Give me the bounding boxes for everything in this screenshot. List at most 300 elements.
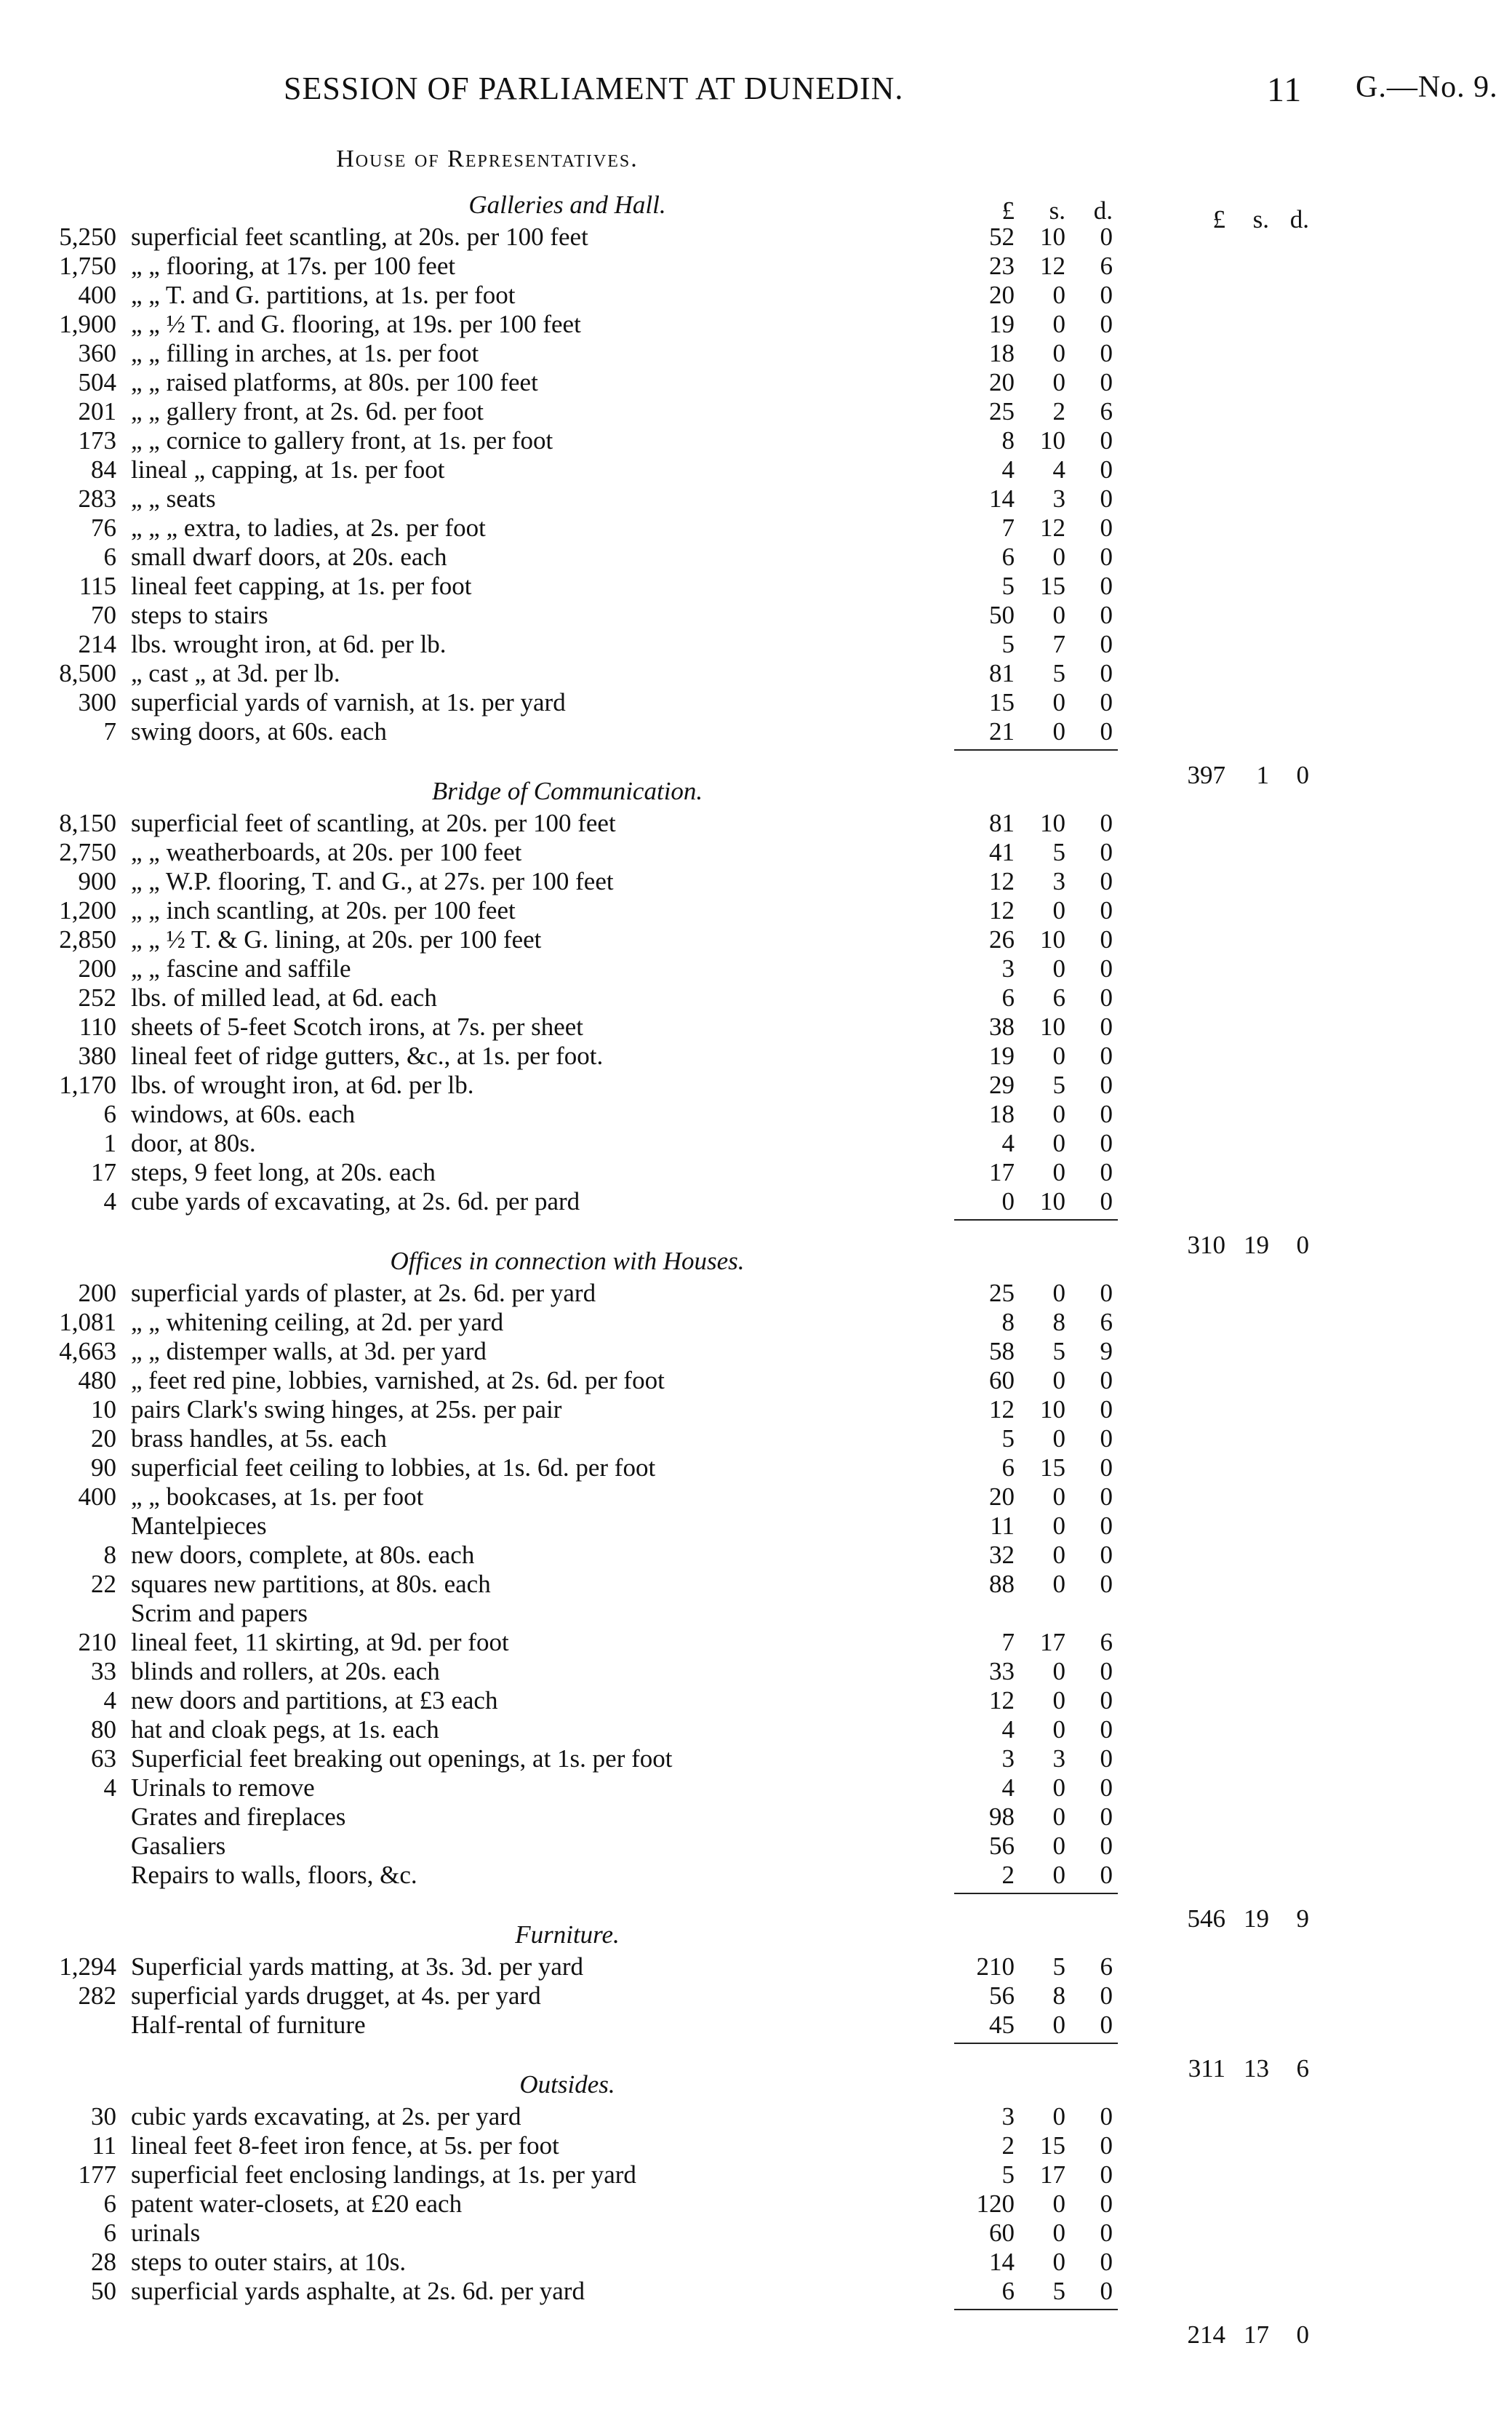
item-pence: 0 (1100, 281, 1113, 309)
total-pence-head: d. (1289, 205, 1309, 233)
item-pence: 0 (1100, 1100, 1113, 1128)
line-item (0, 1042, 1512, 1071)
item-shillings: 0 (1052, 2248, 1065, 2276)
item-quantity: 76 (91, 514, 116, 542)
item-quantity: 1,294 (59, 1952, 116, 1981)
item-shillings: 3 (1052, 867, 1065, 895)
item-description: „ „ W.P. flooring, T. and G., at 27s. per 100 feet (131, 867, 614, 895)
item-pounds: 12 (989, 867, 1015, 895)
item-shillings: 6 (1052, 983, 1065, 1012)
item-description: „ „ bookcases, at 1s. per foot (131, 1482, 424, 1511)
total-pence: 0 (1296, 761, 1309, 789)
item-description: lineal feet, 11 skirting, at 9d. per foot (131, 1628, 509, 1656)
item-pence: 0 (1100, 1541, 1113, 1569)
item-quantity: 400 (78, 1482, 116, 1511)
item-pounds: 38 (989, 1013, 1015, 1041)
item-pounds: 6 (1001, 543, 1015, 571)
item-pounds: 18 (989, 1100, 1015, 1128)
item-description: „ „ ½ T. and G. flooring, at 19s. per 100 feet (131, 310, 581, 338)
item-description: hat and cloak pegs, at 1s. each (131, 1715, 439, 1744)
item-description: „ „ ½ T. & G. lining, at 20s. per 100 feet (131, 925, 542, 954)
item-quantity: 110 (79, 1013, 116, 1041)
total-pence: 0 (1296, 1231, 1309, 1259)
item-pounds: 3 (1001, 2102, 1015, 2131)
item-pence: 0 (1100, 1981, 1113, 2010)
item-pounds: 50 (989, 601, 1015, 629)
item-quantity: 90 (91, 1453, 116, 1482)
section-heading: Offices in connection with Houses. (390, 1247, 745, 1275)
line-item (0, 1541, 1512, 1570)
item-description: „ cast „ at 3d. per lb. (131, 659, 340, 687)
item-quantity: 8,500 (59, 659, 116, 687)
item-pence: 0 (1100, 601, 1113, 629)
line-item (0, 1453, 1512, 1482)
item-description: new doors, complete, at 80s. each (131, 1541, 475, 1569)
item-shillings: 0 (1052, 688, 1065, 716)
item-quantity: 2,750 (59, 838, 116, 866)
line-item (0, 954, 1512, 983)
item-pounds: 11 (990, 1512, 1015, 1540)
item-shillings: 17 (1040, 2160, 1065, 2189)
item-quantity: 30 (91, 2102, 116, 2131)
item-description: lbs. wrought iron, at 6d. per lb. (131, 630, 447, 658)
item-shillings: 4 (1052, 455, 1065, 484)
line-item (0, 543, 1512, 572)
item-description: superficial feet enclosing landings, at 1s. per yard (131, 2160, 636, 2189)
item-quantity: 201 (78, 397, 116, 426)
item-shillings: 5 (1052, 1337, 1065, 1365)
item-quantity: 252 (78, 983, 116, 1012)
item-description: lineal „ capping, at 1s. per foot (131, 455, 445, 484)
item-quantity: 504 (78, 368, 116, 396)
item-description: superficial yards of plaster, at 2s. 6d. per yard (131, 1279, 596, 1307)
item-description: „ „ raised platforms, at 80s. per 100 feet (131, 368, 538, 396)
item-shillings: 0 (1052, 339, 1065, 367)
line-item (0, 809, 1512, 838)
item-description: brass handles, at 5s. each (131, 1424, 387, 1453)
item-pence: 0 (1100, 1715, 1113, 1744)
item-shillings: 0 (1052, 1832, 1065, 1860)
total-pence: 9 (1296, 1904, 1309, 1933)
total-pounds-head: £ (1212, 205, 1225, 233)
item-quantity: 6 (103, 1100, 116, 1128)
item-pence: 0 (1100, 1570, 1113, 1598)
item-pence: 0 (1100, 1071, 1113, 1099)
item-shillings: 3 (1052, 484, 1065, 513)
item-pence: 0 (1100, 838, 1113, 866)
item-shillings: 8 (1052, 1981, 1065, 2010)
item-quantity: 900 (78, 867, 116, 895)
line-item (0, 1861, 1512, 1890)
item-pence: 0 (1100, 1773, 1113, 1802)
item-pounds: 17 (989, 1158, 1015, 1186)
item-pence: 6 (1100, 397, 1113, 426)
line-item (0, 1366, 1512, 1395)
line-item (0, 1395, 1512, 1424)
item-pence: 0 (1100, 572, 1113, 600)
item-description: Grates and fireplaces (131, 1803, 346, 1831)
line-item (0, 1187, 1512, 1216)
line-item (0, 1628, 1512, 1657)
item-pence: 6 (1100, 1952, 1113, 1981)
item-pounds: 12 (989, 896, 1015, 925)
section-heading-row (0, 188, 1512, 233)
item-pence: 0 (1100, 2190, 1113, 2218)
item-shillings: 0 (1052, 281, 1065, 309)
section-heading: Galleries and Hall. (468, 191, 666, 219)
item-shillings: 0 (1052, 717, 1065, 746)
item-description: „ „ inch scantling, at 20s. per 100 feet (131, 896, 516, 925)
item-pence: 0 (1100, 1453, 1113, 1482)
item-description: lbs. of wrought iron, at 6d. per lb. (131, 1071, 474, 1099)
total-pounds: 310 (1187, 1231, 1225, 1259)
item-shillings: 8 (1052, 1308, 1065, 1336)
item-pounds: 5 (1001, 2160, 1015, 2189)
item-pence: 0 (1100, 1042, 1113, 1070)
item-pounds: 4 (1001, 1129, 1015, 1157)
item-quantity: 380 (78, 1042, 116, 1070)
item-pence: 0 (1100, 1129, 1113, 1157)
item-pounds: 56 (989, 1981, 1015, 2010)
item-shillings: 0 (1052, 2102, 1065, 2131)
item-pence: 0 (1100, 543, 1113, 571)
item-pounds: 5 (1001, 572, 1015, 600)
item-shillings: 0 (1052, 1541, 1065, 1569)
item-shillings: 0 (1052, 601, 1065, 629)
item-description: new doors and partitions, at £3 each (131, 1686, 498, 1715)
line-item (0, 1158, 1512, 1187)
item-shillings: 0 (1052, 1129, 1065, 1157)
line-item (0, 1337, 1512, 1366)
item-pence: 0 (1100, 659, 1113, 687)
item-pence: 0 (1100, 223, 1113, 251)
item-quantity: 22 (91, 1570, 116, 1598)
item-quantity: 283 (78, 484, 116, 513)
section-heading-row (0, 1244, 1512, 1279)
line-item (0, 1279, 1512, 1308)
item-description: squares new partitions, at 80s. each (131, 1570, 491, 1598)
item-pence: 0 (1100, 954, 1113, 983)
item-description: pairs Clark's swing hinges, at 25s. per pair (131, 1395, 562, 1424)
line-item (0, 1071, 1512, 1100)
item-description: swing doors, at 60s. each (131, 717, 387, 746)
item-pence: 0 (1100, 2011, 1113, 2039)
item-pounds: 20 (989, 281, 1015, 309)
line-item (0, 867, 1512, 896)
item-quantity: 11 (92, 2131, 116, 2160)
item-quantity: 200 (78, 954, 116, 983)
item-description: superficial yards of varnish, at 1s. per yard (131, 688, 566, 716)
item-quantity: 173 (78, 426, 116, 455)
item-shillings: 0 (1052, 1570, 1065, 1598)
line-item (0, 630, 1512, 659)
item-pounds: 3 (1001, 954, 1015, 983)
total-pence: 0 (1296, 2320, 1309, 2349)
item-pounds: 26 (989, 925, 1015, 954)
total-pounds: 311 (1188, 2054, 1225, 2083)
item-shillings: 5 (1052, 1071, 1065, 1099)
house-title: House of Representatives. (336, 145, 639, 172)
item-quantity: 1,081 (59, 1308, 116, 1336)
item-shillings: 10 (1040, 1187, 1065, 1216)
item-pounds: 12 (989, 1395, 1015, 1424)
item-pounds: 25 (989, 1279, 1015, 1307)
item-description: small dwarf doors, at 20s. each (131, 543, 447, 571)
item-pounds: 18 (989, 339, 1015, 367)
item-pounds: 20 (989, 1482, 1015, 1511)
item-pounds: 5 (1001, 630, 1015, 658)
item-quantity: 4 (103, 1686, 116, 1715)
section-heading-row (0, 774, 1512, 809)
line-item (0, 983, 1512, 1013)
item-quantity: 70 (91, 601, 116, 629)
item-description: lineal feet capping, at 1s. per foot (131, 572, 472, 600)
item-shillings: 2 (1052, 397, 1065, 426)
item-pence: 0 (1100, 1861, 1113, 1889)
item-pounds: 3 (1001, 1744, 1015, 1773)
total-pounds: 214 (1187, 2320, 1225, 2349)
item-pounds: 81 (989, 809, 1015, 837)
item-description: „ „ T. and G. partitions, at 1s. per foot (131, 281, 516, 309)
item-shillings: 17 (1040, 1628, 1065, 1656)
item-pounds: 29 (989, 1071, 1015, 1099)
item-description: Mantelpieces (131, 1512, 267, 1540)
item-quantity: 282 (78, 1981, 116, 2010)
item-description: lbs. of milled lead, at 6d. each (131, 983, 437, 1012)
item-pounds: 21 (989, 717, 1015, 746)
item-shillings: 10 (1040, 223, 1065, 251)
item-description: cube yards of excavating, at 2s. 6d. per pard (131, 1187, 580, 1216)
item-shillings: 7 (1052, 630, 1065, 658)
line-item (0, 1686, 1512, 1715)
item-pounds: 4 (1001, 1715, 1015, 1744)
item-description: superficial feet of scantling, at 20s. per 100 feet (131, 809, 616, 837)
item-shillings: 0 (1052, 1512, 1065, 1540)
line-item (0, 1803, 1512, 1832)
item-pounds: 0 (1001, 1187, 1015, 1216)
item-quantity: 480 (78, 1366, 116, 1394)
item-description: „ „ filling in arches, at 1s. per foot (131, 339, 479, 367)
item-shillings: 10 (1040, 426, 1065, 455)
line-item (0, 1981, 1512, 2011)
item-pounds: 6 (1001, 983, 1015, 1012)
item-description: „ „ seats (131, 484, 216, 513)
item-pence: 0 (1100, 1187, 1113, 1216)
item-shillings: 5 (1052, 2277, 1065, 2305)
item-pence: 0 (1100, 1512, 1113, 1540)
item-shillings: 0 (1052, 310, 1065, 338)
item-quantity: 4 (103, 1187, 116, 1216)
item-quantity: 5,250 (59, 223, 116, 251)
total-pounds: 546 (1187, 1904, 1225, 1933)
item-pence: 0 (1100, 368, 1113, 396)
item-pence: 0 (1100, 1832, 1113, 1860)
item-quantity: 10 (91, 1395, 116, 1424)
item-shillings: 10 (1040, 925, 1065, 954)
item-pounds: 52 (989, 223, 1015, 251)
item-pence: 0 (1100, 925, 1113, 954)
item-pounds: 23 (989, 252, 1015, 280)
item-shillings: 5 (1052, 838, 1065, 866)
item-pounds: 25 (989, 397, 1015, 426)
item-pounds: 12 (989, 1686, 1015, 1715)
section-total-row (0, 2040, 1512, 2083)
item-quantity: 115 (79, 572, 116, 600)
item-pence: 0 (1100, 1395, 1113, 1424)
section-total-row (0, 2306, 1512, 2349)
item-pence: 0 (1100, 2102, 1113, 2131)
item-pence: 0 (1100, 426, 1113, 455)
item-quantity: 6 (103, 2190, 116, 2218)
line-item (0, 484, 1512, 514)
item-description: door, at 80s. (131, 1129, 256, 1157)
line-item (0, 2160, 1512, 2190)
line-item (0, 2011, 1512, 2040)
line-item (0, 1832, 1512, 1861)
line-item (0, 1599, 1512, 1628)
item-shillings: 15 (1040, 1453, 1065, 1482)
item-description: steps to stairs (131, 601, 268, 629)
item-shillings: 12 (1040, 252, 1065, 280)
section-total-row (0, 1216, 1512, 1259)
item-pounds: 56 (989, 1832, 1015, 1860)
line-item (0, 838, 1512, 867)
item-pence: 0 (1100, 1686, 1113, 1715)
item-pounds: 19 (989, 310, 1015, 338)
total-rule (954, 2043, 1118, 2044)
item-shillings: 10 (1040, 809, 1065, 837)
line-item (0, 1773, 1512, 1803)
line-item (0, 426, 1512, 455)
item-shillings: 0 (1052, 368, 1065, 396)
total-pence: 6 (1296, 2054, 1309, 2083)
line-item (0, 1424, 1512, 1453)
line-item (0, 2219, 1512, 2248)
item-quantity: 360 (78, 339, 116, 367)
item-pounds: 6 (1001, 2277, 1015, 2305)
item-shillings: 15 (1040, 2131, 1065, 2160)
item-shillings: 5 (1052, 1952, 1065, 1981)
total-rule (954, 1893, 1118, 1894)
line-item (0, 1570, 1512, 1599)
total-rule (954, 1219, 1118, 1221)
item-shillings: 0 (1052, 1100, 1065, 1128)
line-item (0, 2190, 1512, 2219)
item-quantity: 20 (91, 1424, 116, 1453)
line-item (0, 1715, 1512, 1744)
item-pence: 0 (1100, 455, 1113, 484)
item-pounds: 58 (989, 1337, 1015, 1365)
item-pence: 0 (1100, 2160, 1113, 2189)
item-pence: 0 (1100, 717, 1113, 746)
total-pounds: 397 (1187, 761, 1225, 789)
page-title: SESSION OF PARLIAMENT AT DUNEDIN. (284, 71, 904, 106)
item-quantity: 50 (91, 2277, 116, 2305)
item-pence: 0 (1100, 310, 1113, 338)
line-item (0, 1100, 1512, 1129)
item-pounds: 60 (989, 2219, 1015, 2247)
item-pounds: 14 (989, 2248, 1015, 2276)
item-quantity: 4 (103, 1773, 116, 1802)
item-pence: 6 (1100, 252, 1113, 280)
total-shillings: 19 (1244, 1904, 1269, 1933)
estimate-table (0, 188, 1512, 2349)
item-shillings: 10 (1040, 1013, 1065, 1041)
section-heading-row (0, 1917, 1512, 1952)
line-item (0, 252, 1512, 281)
total-shillings: 19 (1244, 1231, 1269, 1259)
item-description: „ „ distemper walls, at 3d. per yard (131, 1337, 487, 1365)
item-shillings: 15 (1040, 572, 1065, 600)
line-item (0, 1013, 1512, 1042)
item-shillings: 10 (1040, 1395, 1065, 1424)
item-pounds: 33 (989, 1657, 1015, 1685)
item-pence: 0 (1100, 1803, 1113, 1831)
item-quantity: 17 (91, 1158, 116, 1186)
line-item (0, 1482, 1512, 1512)
shillings-column-head: s. (1049, 196, 1065, 225)
item-quantity: 1,170 (59, 1071, 116, 1099)
pounds-column-head: £ (1001, 196, 1015, 225)
item-description: steps, 9 feet long, at 20s. each (131, 1158, 436, 1186)
line-item (0, 659, 1512, 688)
item-description: Gasaliers (131, 1832, 226, 1860)
item-shillings: 0 (1052, 1861, 1065, 1889)
item-description: steps to outer stairs, at 10s. (131, 2248, 407, 2276)
item-shillings: 0 (1052, 1803, 1065, 1831)
item-pounds: 60 (989, 1366, 1015, 1394)
line-item (0, 310, 1512, 339)
item-description: windows, at 60s. each (131, 1100, 356, 1128)
item-shillings: 0 (1052, 1042, 1065, 1070)
line-item (0, 2277, 1512, 2306)
line-item (0, 925, 1512, 954)
item-pounds: 6 (1001, 1453, 1015, 1482)
item-pence: 0 (1100, 896, 1113, 925)
item-pence: 0 (1100, 1657, 1113, 1685)
item-shillings: 0 (1052, 1715, 1065, 1744)
item-description: cubic yards excavating, at 2s. per yard (131, 2102, 521, 2131)
item-quantity: 33 (91, 1657, 116, 1685)
item-shillings: 0 (1052, 2011, 1065, 2039)
item-pounds: 19 (989, 1042, 1015, 1070)
item-pence: 0 (1100, 867, 1113, 895)
item-quantity: 8,150 (59, 809, 116, 837)
item-pounds: 7 (1001, 514, 1015, 542)
line-item (0, 1744, 1512, 1773)
line-item (0, 896, 1512, 925)
item-quantity: 400 (78, 281, 116, 309)
item-pounds: 210 (976, 1952, 1015, 1981)
item-description: Scrim and papers (131, 1599, 308, 1627)
item-pence: 0 (1100, 2131, 1113, 2160)
section-heading-row (0, 2067, 1512, 2102)
line-item (0, 1129, 1512, 1158)
item-pounds: 41 (989, 838, 1015, 866)
item-pence: 9 (1100, 1337, 1113, 1365)
item-quantity: 63 (91, 1744, 116, 1773)
item-shillings: 0 (1052, 896, 1065, 925)
line-item (0, 1512, 1512, 1541)
item-quantity: 28 (91, 2248, 116, 2276)
item-description: superficial feet scantling, at 20s. per 100 feet (131, 223, 588, 251)
total-rule (954, 749, 1118, 751)
item-quantity: 200 (78, 1279, 116, 1307)
item-pounds: 88 (989, 1570, 1015, 1598)
item-pence: 0 (1100, 1482, 1113, 1511)
item-quantity: 210 (78, 1628, 116, 1656)
line-item (0, 455, 1512, 484)
